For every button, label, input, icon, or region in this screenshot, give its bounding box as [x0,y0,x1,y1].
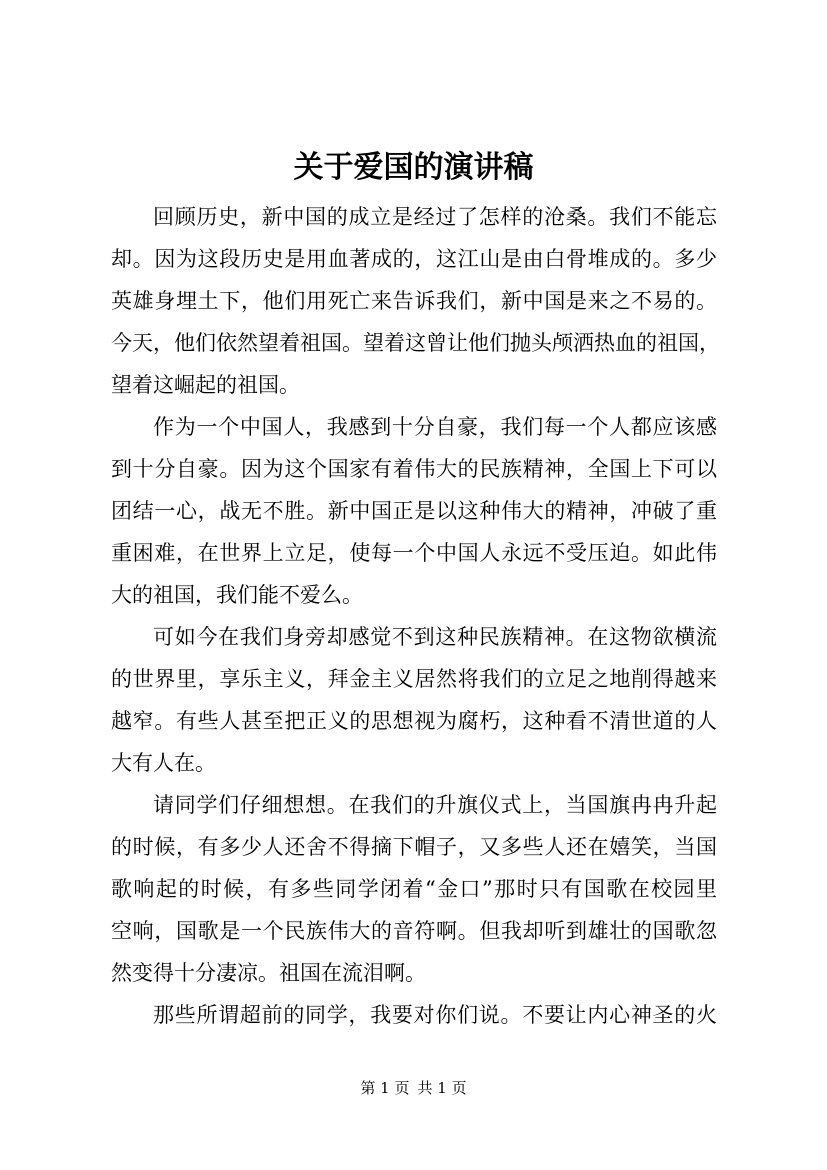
paragraph-2-line-1: 作为一个中国人，我感到十分自豪，我们每一个人都应该感 [153,415,717,439]
document-title: 关于爱国的演讲稿 [293,150,534,185]
paragraph-3-line-2: 的世界里，享乐主义，拜金主义居然将我们的立足之地削得越来 [111,667,717,691]
paragraph-1-line-2: 却。因为这段历史是用血著成的，这江山是由白骨堆成的。多少 [111,247,717,271]
paragraph-4-line-5: 然变得十分凄凉。祖国在流泪啊。 [111,961,426,985]
paragraph-4-line-3: 歌响起的时候，有多些同学闭着“金口”那时只有国歌在校园里 [111,877,717,901]
paragraph-3-line-4: 大有人在。 [111,751,216,775]
paragraph-4-line-2: 的时候，有多少人还舍不得摘下帽子，又多些人还在嬉笑，当国 [111,835,717,859]
paragraph-1-line-5: 望着这崛起的祖国。 [111,373,300,397]
paragraph-3-line-3: 越窄。有些人甚至把正义的思想视为腐朽，这种看不清世道的人 [111,709,717,733]
page-total: 共 1 页 [417,1079,467,1097]
document-body [111,196,720,1036]
paragraph-1-line-4: 今天，他们依然望着祖国。望着这曾让他们抛头颅洒热血的祖国， [111,331,720,355]
paragraph-4-line-4: 空响，国歌是一个民族伟大的音符啊。但我却听到雄壮的国歌忽 [111,919,717,943]
paragraph-4-line-1: 请同学们仔细想想。在我们的升旗仪式上，当国旗冉冉升起 [153,793,717,817]
paragraph-5-line-1: 那些所谓超前的同学，我要对你们说。不要让内心神圣的火 [153,1003,717,1027]
page-number: 第 1 页 [360,1079,410,1097]
page-footer [0,1077,827,1099]
paragraph-2-line-5: 大的祖国，我们能不爱么。 [111,583,363,607]
paragraph-1-line-3: 英雄身埋土下，他们用死亡来告诉我们，新中国是来之不易的。 [111,289,717,313]
paragraph-2-line-2: 到十分自豪。因为这个国家有着伟大的民族精神，全国上下可以 [111,457,717,481]
paragraph-1-line-1: 回顾历史，新中国的成立是经过了怎样的沧桑。我们不能忘 [153,205,717,229]
paragraph-2-line-4: 重困难，在世界上立足，使每一个中国人永远不受压迫。如此伟 [111,541,717,565]
paragraph-3-line-1: 可如今在我们身旁却感觉不到这种民族精神。在这物欲横流 [153,625,717,649]
paragraph-2-line-3: 团结一心，战无不胜。新中国正是以这种伟大的精神，冲破了重 [111,499,717,523]
